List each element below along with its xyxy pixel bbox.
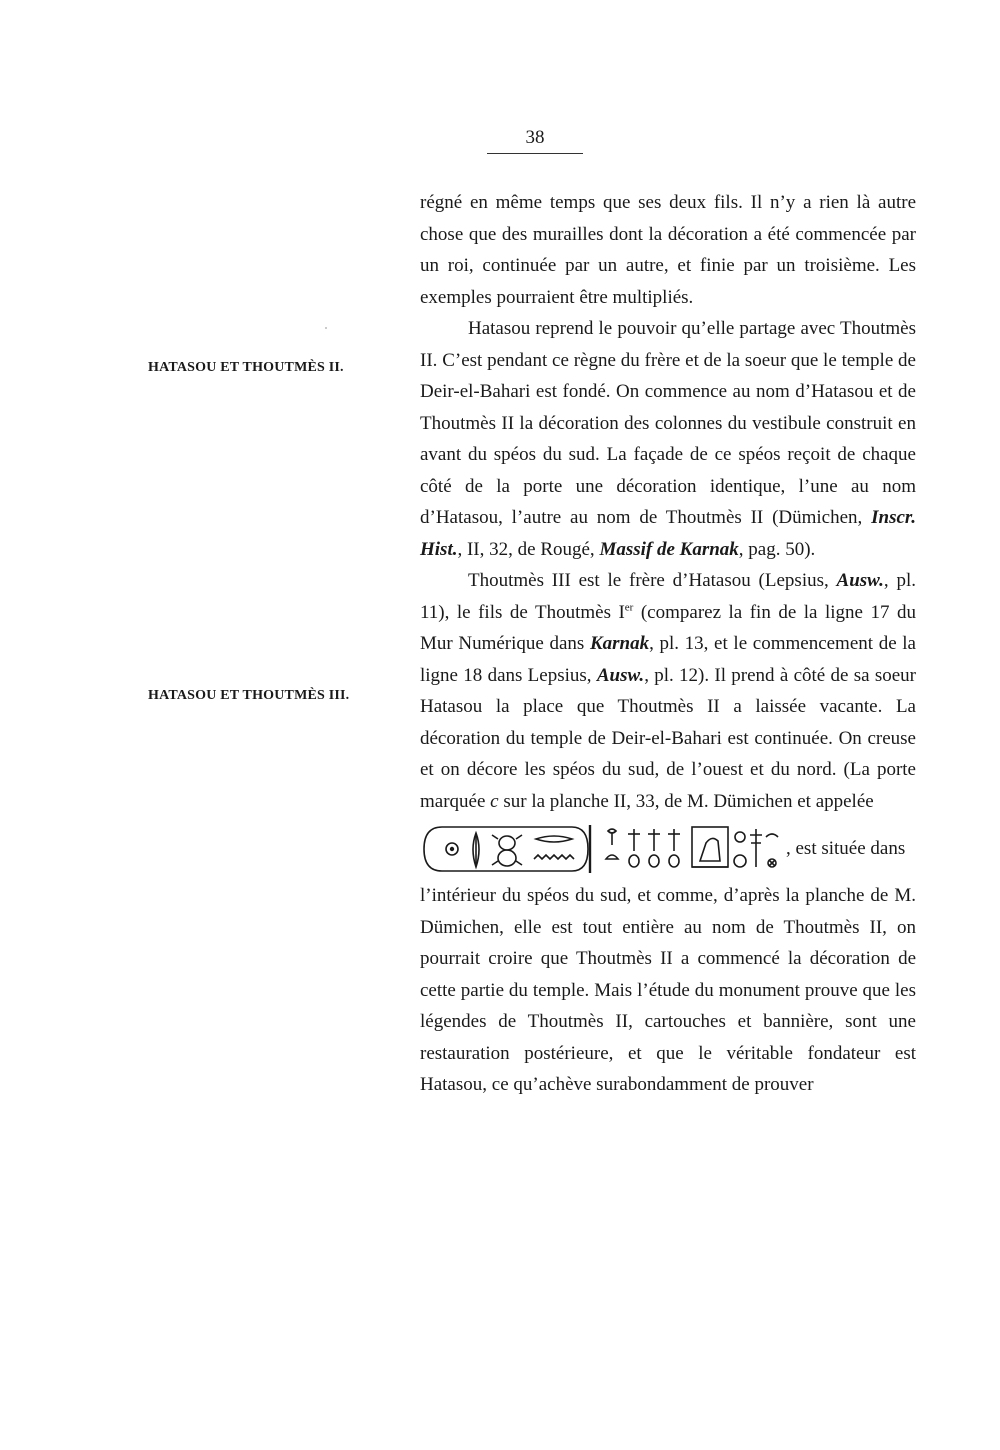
paragraph-2-text: , II, 32, de Rougé, bbox=[457, 538, 600, 560]
paragraph-3-text: Thoutmès III est le frère d’Hatasou (Lepsius, bbox=[468, 570, 837, 591]
superscript-er: er bbox=[624, 601, 634, 614]
paragraph-3-text: sur la planche II, 33, de M. Dümichen et appelée bbox=[498, 790, 874, 812]
page-number-rule bbox=[487, 153, 583, 154]
paragraph-3 bbox=[420, 565, 916, 817]
cartouche-hieroglyph-icon bbox=[420, 821, 782, 877]
paragraph-2-text: Hatasou reprend le pouvoir qu’elle partage avec Thoutmès II. C’est pendant ce règne du frère et de la soeur que le temple de Deir-el-Bahari est fondé. On commence au nom d’Hatasou et de Thoutmès II la décoration des colonnes du vestibule construit en avant du spéos du sud. La façade de ce spéos reçoit de chaque côté de la porte une décoration identique, l’une au nom d’Hatasou, l’autre au nom de Thoutmès II (Dümichen, bbox=[420, 318, 916, 528]
side-note-hatasou-thoutmes-iii: HATASOU ET THOUTMÈS III. bbox=[148, 688, 350, 703]
citation-ausw: Ausw. bbox=[836, 570, 884, 591]
citation-karnak: Karnak bbox=[589, 633, 650, 654]
paragraph-3-text: , pl. 13, et le commencement de la ligne 18 dans Lepsius, bbox=[420, 633, 916, 686]
page-number: 38 bbox=[525, 127, 545, 148]
paragraph-2-text: , pag. 50). bbox=[738, 538, 816, 560]
cartouche-line-text: , est située dans bbox=[786, 837, 906, 859]
door-letter-c: c bbox=[490, 790, 499, 812]
citation-inscr-hist: Inscr. Hist. bbox=[420, 507, 916, 560]
paragraph-3-continuation: l’intérieur du spéos du sud, et comme, d’après la planche de M. Dümichen, elle est tout entière au nom de Thoutmès II, on pourrait croire que Thoutmès II a commencé la décoration de cette partie du temple. Mais l’étude du monument prouve que les légendes de Thoutmès II, cartouches et bannière, sont une restauration postérieure, et que le véritable fondateur est Hatasou, ce qu’achève surabondamment de prouver bbox=[420, 885, 916, 1095]
paragraph-2 bbox=[420, 313, 916, 565]
paragraph-3-text: (comparez la fin de la ligne 17 du Mur Numérique dans bbox=[420, 601, 916, 654]
citation-massif-de-karnak: Massif de Karnak bbox=[599, 538, 739, 560]
body-text bbox=[420, 187, 916, 1101]
margin-speck bbox=[325, 327, 327, 329]
citation-ausw: Ausw. bbox=[596, 664, 645, 686]
paragraph-1: régné en même temps que ses deux fils. Il n’y a rien là autre chose que des murailles dont la décoration a été commencée par un roi, continuée par un autre, et finie par un troisième. Les exemples pourraient être multipliés. bbox=[420, 192, 916, 308]
paragraph-3-text: , pl. 11), le fils de Thoutmès I bbox=[420, 570, 916, 623]
side-note-hatasou-thoutmes-ii: HATASOU ET THOUTMÈS II. bbox=[148, 360, 344, 375]
hieroglyph-line bbox=[420, 817, 916, 880]
paragraph-3-text: , pl. 12). Il prend à côté de sa soeur Hatasou la place que Thoutmès II a laissée vacante. La décoration du temple de Deir-el-Bahari est continuée. On creuse et on décore les spéos du sud, de l’ouest et du nord. (La porte marquée bbox=[420, 664, 916, 812]
